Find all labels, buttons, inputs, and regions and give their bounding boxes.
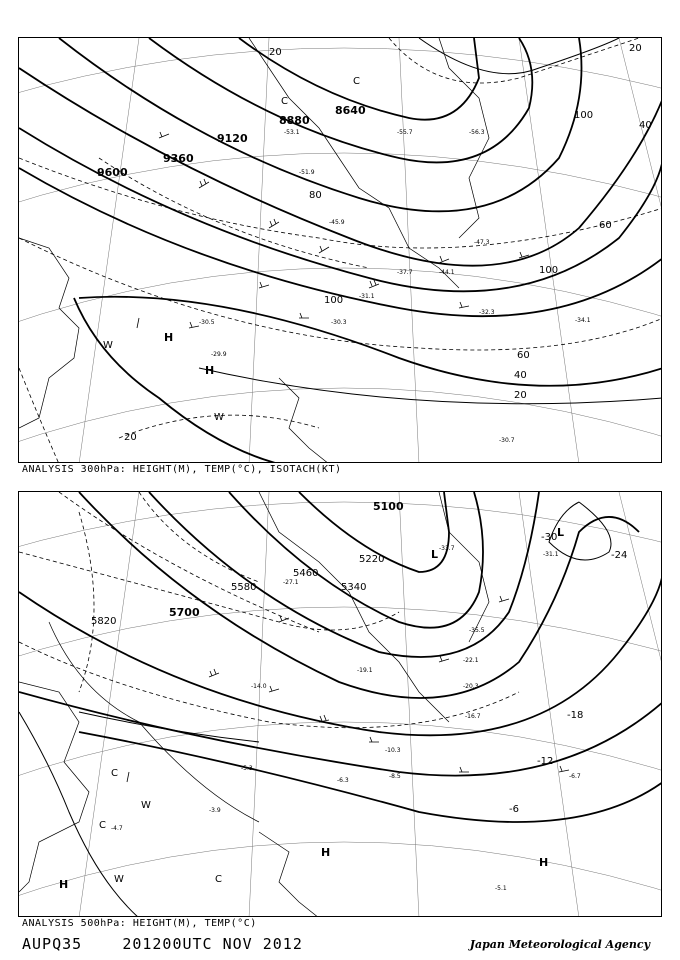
low-center: L [431,548,439,561]
map-300hpa-svg [19,38,662,463]
isotach-label: 20 [514,390,527,401]
chart-footer [22,935,303,953]
temp-value: -34.1 [575,317,591,324]
height-label: 9120 [217,132,248,145]
analysis-timestamp: 201200UTC NOV 2012 [122,935,303,953]
isotherm-label: -12 [537,756,554,767]
height-label: 9600 [97,166,128,179]
temp-value: -27.1 [283,579,299,586]
isotach-label: 20 [629,43,642,54]
temp-value: -32.3 [479,309,495,316]
temp-value: -22.1 [463,657,479,664]
height-label: 5220 [359,554,385,565]
temp-value: -31.1 [359,293,375,300]
temp-value: -56.3 [469,129,485,136]
analysis-500hpa-map [18,491,662,917]
temp-value: -19.1 [357,667,373,674]
top-panel-caption: ANALYSIS 300hPa: HEIGHT(M), TEMP(°C), ISOTACH(KT) [22,464,342,475]
height-label: 5820 [91,616,117,627]
temp-value: -4.7 [111,825,123,832]
temp-value: -30.3 [331,319,347,326]
temp-value: -30.7 [499,437,515,444]
temp-value: -6.7 [569,773,581,780]
temp-value: -33.7 [439,545,455,552]
isotherm-contours [19,492,519,728]
high-center: H [59,878,69,891]
graticule [19,38,662,463]
isotach-label: 100 [324,295,344,306]
temp-value: -16.7 [465,713,481,720]
analysis-300hpa-map [18,37,662,463]
high-center: H [164,331,174,344]
low-center: L [557,526,565,539]
isotach-label: 60 [517,350,530,361]
temp-value: -20.3 [463,683,479,690]
temp-value: -35.5 [469,627,485,634]
cold-center: C [215,874,222,885]
isotach-label: 20 [269,47,282,58]
height-contours [19,492,662,917]
isotach-label: 20 [124,432,137,443]
temp-value: -10.3 [385,747,401,754]
temp-value: -5.1 [495,885,507,892]
warm-center: W [103,340,113,351]
wind-barbs [127,596,569,782]
temp-value: -31.1 [543,551,559,558]
map-500hpa-svg [19,492,662,917]
chart-code: AUPQ35 [22,935,83,953]
high-center: H [539,856,549,869]
temp-value: -14.0 [251,683,267,690]
cold-center: C [99,820,106,831]
isotach-label: 100 [539,265,559,276]
height-label: 5100 [373,500,404,513]
temp-value: -55.7 [397,129,413,136]
temp-value: -30.5 [199,319,215,326]
bottom-panel-caption: ANALYSIS 500hPa: HEIGHT(M), TEMP(°C) [22,918,257,929]
isotherm-label: -30 [541,532,558,543]
height-label: 5580 [231,582,257,593]
isotach-label: 80 [309,190,322,201]
temp-value: -8.5 [389,773,401,780]
height-label: 5700 [169,606,200,619]
temp-value: -45.9 [329,219,345,226]
height-label: 5340 [341,582,367,593]
height-contours [19,38,662,463]
temp-value: -47.3 [474,239,490,246]
cold-center: C [353,76,360,87]
isotach-label: 100 [574,110,594,121]
height-label: 9360 [163,152,194,165]
cold-center: C [281,96,288,107]
warm-center: W [141,800,151,811]
temp-value: -51.9 [299,169,315,176]
warm-center: W [114,874,124,885]
isotherm-label: -6 [509,804,519,815]
height-label: 5460 [293,568,319,579]
temp-value: -29.9 [211,351,227,358]
isotherm-label: -24 [611,550,628,561]
temp-value: -53.1 [284,129,300,136]
cold-center: C [111,768,118,779]
graticule [19,492,662,917]
agency-name: Japan Meteorological Agency [469,938,650,951]
temp-value: -44.1 [439,269,455,276]
isotach-label: 60 [599,220,612,231]
high-center: H [321,846,331,859]
high-center: H [205,364,215,377]
isotach-label: 40 [639,120,652,131]
isotach-label: 40 [514,370,527,381]
warm-center: W [214,412,224,423]
height-label: 8640 [335,104,366,117]
temp-value: -37.7 [397,269,413,276]
height-label: 8880 [279,114,310,127]
isotach-contours [19,38,662,463]
temp-value: -5.3 [241,765,253,772]
temp-value: -6.3 [337,777,349,784]
coastline [19,38,489,463]
isotherm-label: -18 [567,710,584,721]
temp-value: -3.9 [209,807,221,814]
